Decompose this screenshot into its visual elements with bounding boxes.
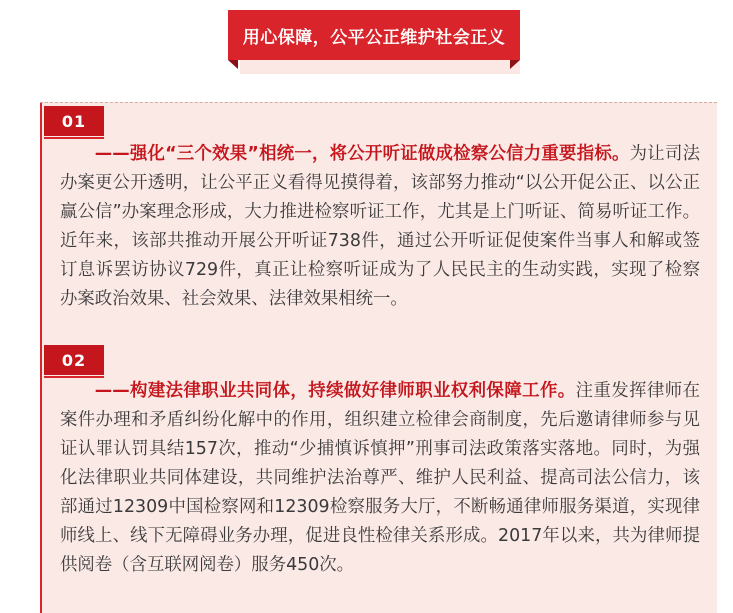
page-title: 用心保障，公平公正维护社会正义 — [228, 10, 520, 60]
section-number-badge: 02 — [44, 345, 104, 375]
panel-divider — [40, 102, 717, 103]
section-lead: ——构建法律职业共同体，持续做好律师职业权利保障工作。 — [94, 381, 576, 401]
section-paragraph — [60, 140, 700, 314]
section-rule — [44, 137, 104, 139]
section-paragraph — [60, 377, 700, 580]
section-body: 注重发挥律师在案件办理和矛盾纠纷化解中的作用，组织建立检律会商制度，先后邀请律师参与见证认罪认罚具结157次，推动“少捕慎诉慎押”刑事司法政策落实落地。同时，为强化法律职业共同体建设，共同维护法治尊严、维护人民利益、提高司法公信力，该部通过12309中国检察网和12309检察服务大厅，不断畅通律师服务渠道，实现律师线上、线下无障碍业务办理，促进良性检律关系形成。2017年以来，共为律师提供阅卷（含互联网阅卷）服务450次。 — [60, 381, 700, 575]
section-number-badge: 01 — [44, 106, 104, 136]
section-body: 为让司法办案更公开透明，让公平正义看得见摸得着，该部努力推动“以公开促公正、以公正赢公信”办案理念形成，大力推进检察听证工作，尤其是上门听证、简易听证工作。近年来，该部共推动开展公开听证738件，通过公开听证促使案件当事人和解或签订息诉罢访协议729件，真正让检察听证成为了人民民主的生动实践，实现了检察办案政治效果、社会效果、法律效果相统一。 — [60, 144, 700, 309]
banner-fold-left — [228, 60, 238, 69]
section-lead: ——强化“三个效果”相统一，将公开听证做成检察公信力重要指标。 — [94, 144, 630, 164]
banner-fold-right — [510, 60, 520, 69]
